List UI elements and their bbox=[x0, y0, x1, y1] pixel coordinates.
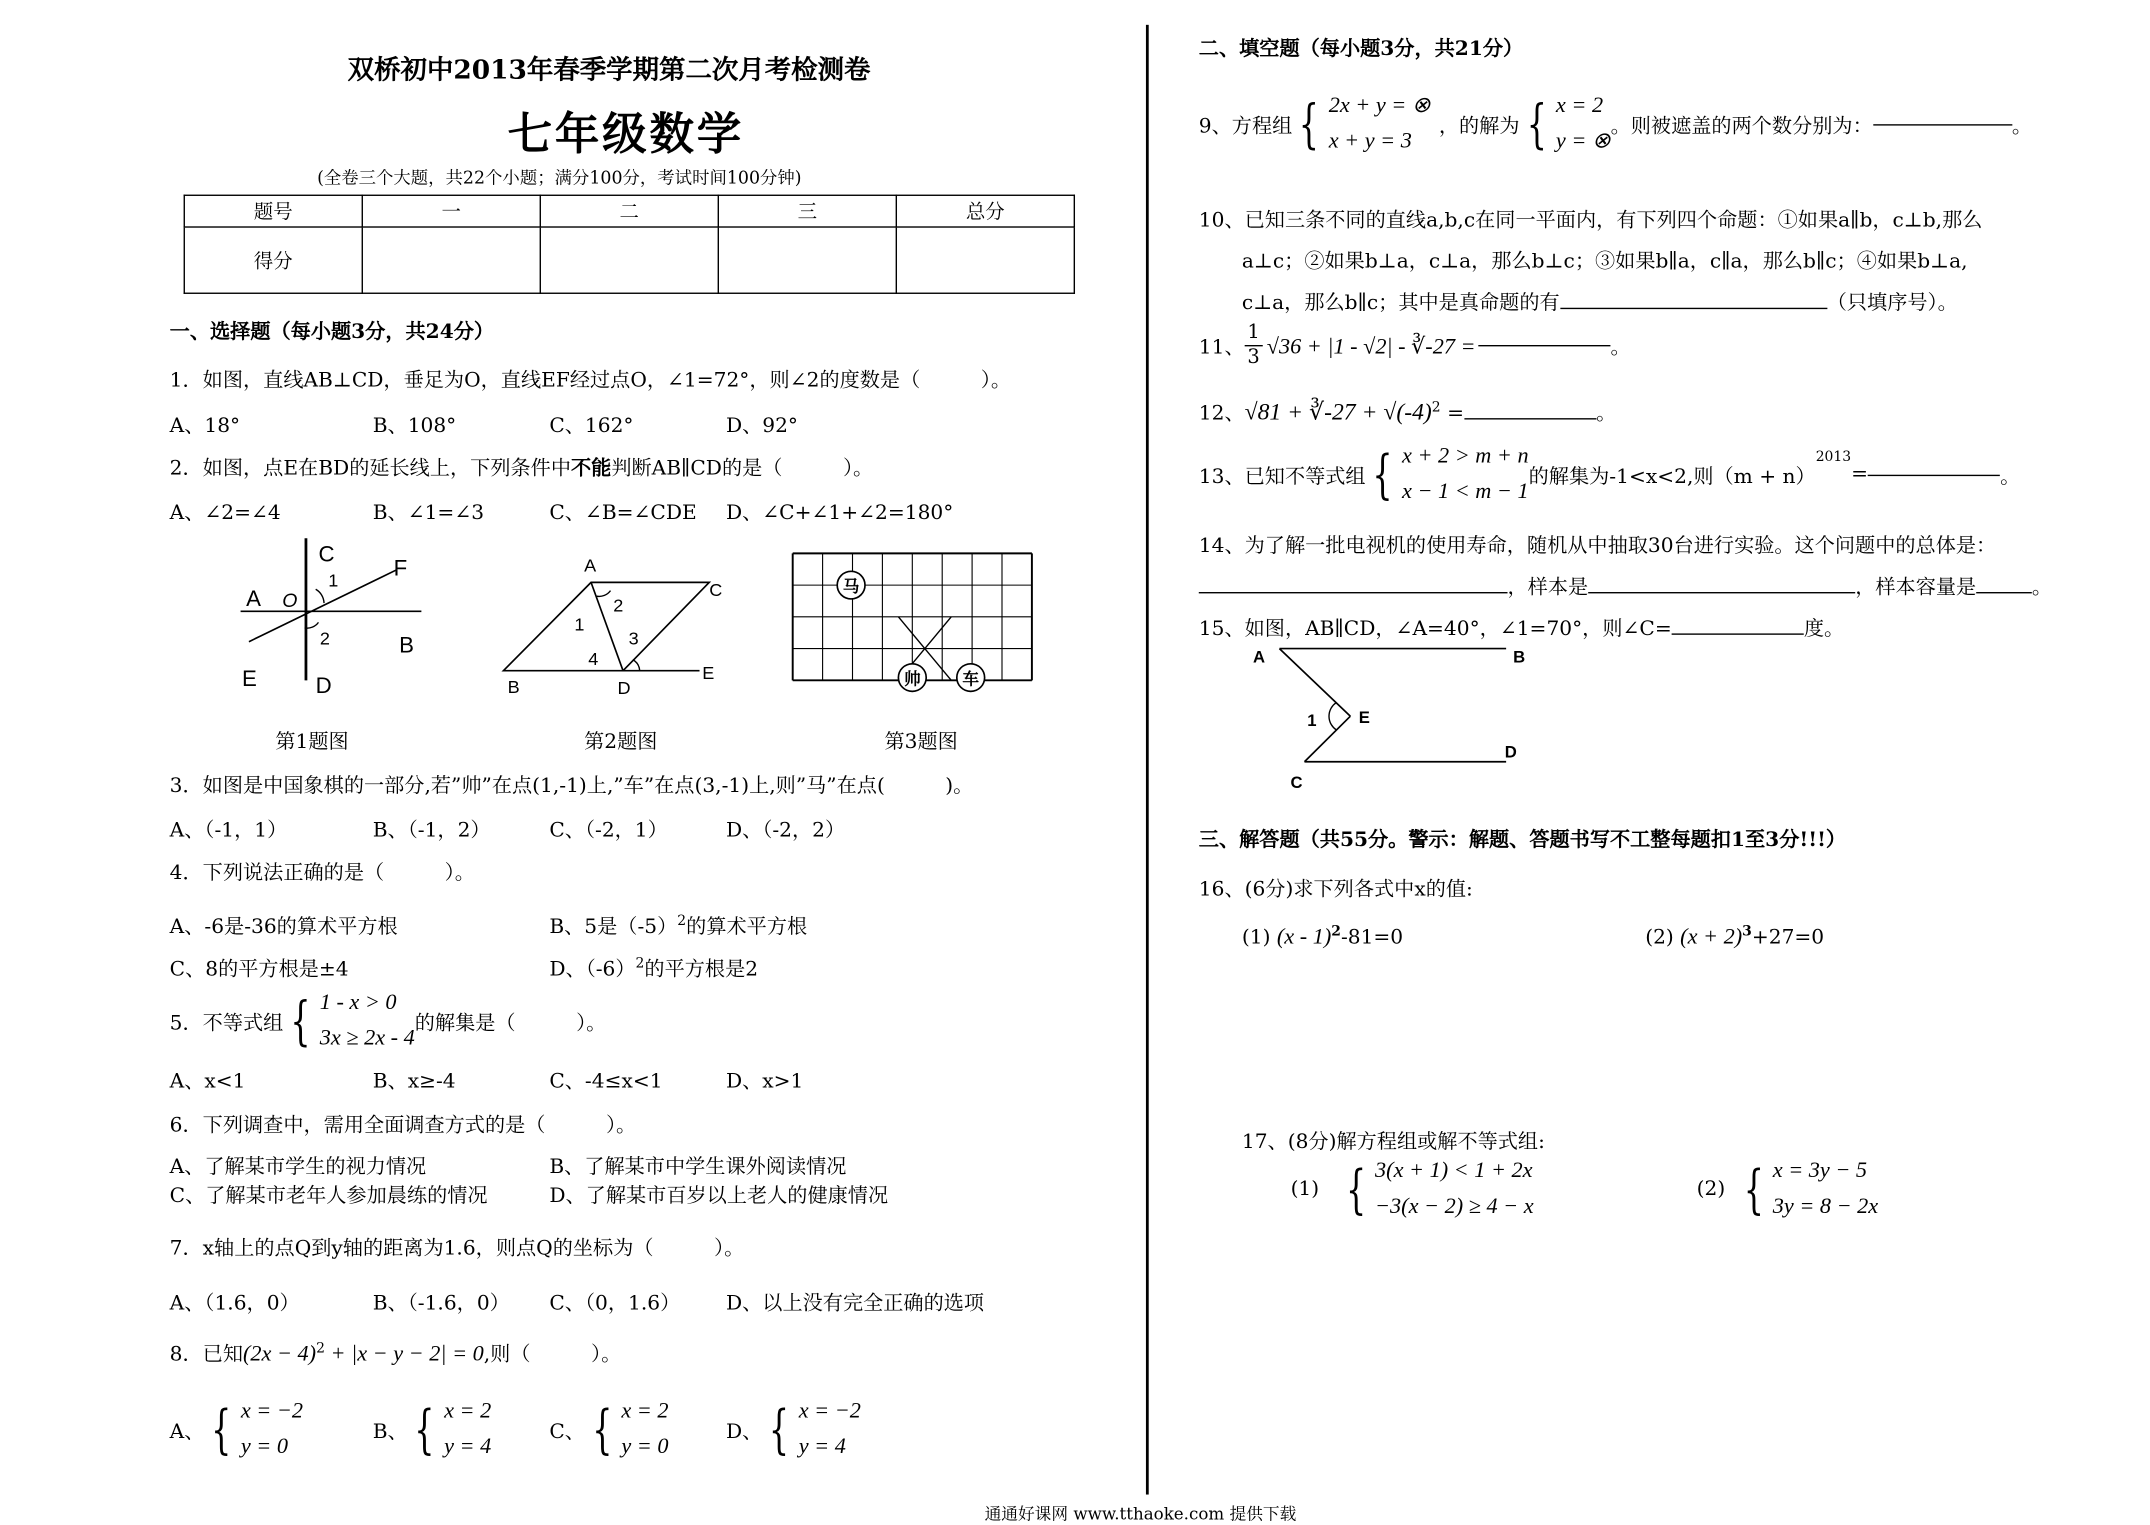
q14-line1: 14、为了解一批电视机的使用寿命，随机从中抽取30台进行实验。这个问题中的总体是： bbox=[1198, 535, 1997, 558]
q9-prefix: 9、方程组 bbox=[1198, 115, 1293, 138]
section3-heading: 三、解答题（共55分。警示：解题、答题书写不工整每题扣1至3分!!!） bbox=[1198, 828, 1847, 852]
q11-text bbox=[1199, 322, 1631, 370]
q5-line1: 1 - x > 0 bbox=[319, 990, 397, 1015]
fig2-angle-3: 3 bbox=[628, 628, 639, 649]
q5-system bbox=[283, 985, 414, 1057]
score-header-cell: 三 bbox=[718, 195, 896, 227]
q2-text-b: 判断AB∥CD的是（ ）。 bbox=[611, 458, 874, 481]
q14-sample-size-blank[interactable] bbox=[1976, 592, 2032, 593]
q1-option-a: A、18° bbox=[169, 415, 241, 438]
q8-expr2: + |x − y − 2| = 0 bbox=[324, 1342, 484, 1367]
q1-option-b: B、108° bbox=[372, 415, 457, 438]
fig15-label-d: D bbox=[1504, 742, 1517, 762]
q3-option-a: A、（-1，1） bbox=[169, 819, 288, 842]
score-header-cell: 题号 bbox=[184, 195, 362, 227]
q10-line3-b: （只填序号）。 bbox=[1826, 292, 1958, 315]
q16-text: 16、(6分)求下列各式中x的值: bbox=[1198, 879, 1473, 902]
q8-option-d bbox=[726, 1394, 861, 1466]
q17-text: 17、(8分)解方程组或解不等式组: bbox=[1241, 1131, 1545, 1154]
q16-part2-sup: 3 bbox=[1742, 924, 1752, 940]
score-cell[interactable] bbox=[540, 227, 718, 293]
q4-option-a: A、-6是-36的算术平方根 bbox=[169, 916, 398, 939]
q4-option-b-sup: 2 bbox=[677, 913, 687, 929]
score-row-label: 得分 bbox=[184, 227, 362, 293]
q5-option-b: B、x≥-4 bbox=[372, 1070, 456, 1093]
q8-text bbox=[170, 1339, 622, 1368]
q7-option-b: B、（-1.6，0） bbox=[372, 1293, 510, 1316]
q16-part1-label: (1) bbox=[1241, 927, 1277, 950]
q2-option-d: D、∠C+∠1+∠2=180° bbox=[725, 502, 954, 525]
fig3-caption: 第3题图 bbox=[884, 731, 958, 754]
q12-text bbox=[1199, 397, 1616, 426]
q17-part2 bbox=[1697, 1154, 1879, 1226]
q8-expr1: (2x − 4) bbox=[243, 1342, 317, 1367]
q17-part1-label: (1) bbox=[1290, 1178, 1320, 1201]
score-cell[interactable] bbox=[896, 227, 1074, 293]
q8-option-b-brace-icon: { bbox=[414, 1399, 435, 1461]
q2-option-b: B、∠1=∠3 bbox=[372, 502, 485, 525]
q10-answer-blank[interactable] bbox=[1560, 308, 1827, 309]
q11-frac-den: 3 bbox=[1247, 346, 1260, 369]
q8-option-d-l1: x = −2 bbox=[798, 1399, 861, 1423]
chess-chariot-label: 车 bbox=[962, 669, 980, 689]
q9-r2: y = ⊗ bbox=[1555, 129, 1611, 154]
fig15-label-b: B bbox=[1513, 647, 1526, 667]
q13-brace-icon: { bbox=[1372, 444, 1393, 506]
q6-text: 6．下列调查中，需用全面调查方式的是（ ）。 bbox=[169, 1115, 637, 1138]
figure-2 bbox=[494, 552, 744, 704]
fig1-label-f: F bbox=[393, 555, 408, 581]
q11-answer-blank[interactable] bbox=[1478, 345, 1610, 346]
q14-end: 。 bbox=[2031, 576, 2052, 599]
q8-option-c-brace-icon: { bbox=[591, 1399, 612, 1461]
q2-option-a: A、∠2=∠4 bbox=[169, 502, 281, 525]
q16-part2-label: (2) bbox=[1645, 927, 1681, 950]
q13-l2: x − 1 < m − 1 bbox=[1402, 480, 1529, 504]
q9-answer-blank[interactable] bbox=[1873, 124, 2012, 125]
q3-option-b: B、（-1，2） bbox=[372, 819, 491, 842]
q11-fraction bbox=[1245, 322, 1263, 370]
fig1-angle-2: 2 bbox=[319, 628, 330, 649]
score-cell[interactable] bbox=[718, 227, 896, 293]
q4-option-b-text-a: B、5是（-5） bbox=[549, 916, 678, 939]
q7-option-d: D、以上没有完全正确的选项 bbox=[725, 1293, 985, 1316]
q17-part2-brace-icon: { bbox=[1743, 1159, 1764, 1220]
q12-prefix: 12、 bbox=[1198, 402, 1245, 426]
q8-option-b bbox=[373, 1394, 492, 1466]
q15-answer-blank[interactable] bbox=[1672, 633, 1804, 634]
q8-option-c-l1: x = 2 bbox=[621, 1399, 669, 1423]
q15-end: 度。 bbox=[1803, 618, 1845, 641]
fig1-caption: 第1题图 bbox=[275, 731, 349, 754]
score-header-cell: 二 bbox=[540, 195, 718, 227]
q6-option-b: B、了解某市中学生课外阅读情况 bbox=[549, 1156, 847, 1179]
q10-line2: a⊥c；②如果b⊥a，c⊥a，那么b⊥c；③如果b∥a，c∥a，那么b∥c；④如果b⊥a, bbox=[1241, 251, 1968, 274]
q6-option-d: D、了解某市百岁以上老人的健康情况 bbox=[549, 1185, 889, 1208]
fig2-label-c: C bbox=[709, 580, 723, 601]
figure-15 bbox=[1245, 638, 1537, 797]
q13-sup: 2013 bbox=[1815, 449, 1852, 466]
q5-suffix: 的解集是（ ）。 bbox=[414, 1012, 607, 1035]
q15-prefix: 15、如图，AB∥CD，∠A=40°，∠1=70°，则∠C= bbox=[1198, 618, 1672, 641]
score-header-cell: 一 bbox=[362, 195, 540, 227]
q8-sup: 2 bbox=[316, 1341, 325, 1357]
q13-mid: 的解集为-1<x<2,则（m + n） bbox=[1528, 465, 1816, 488]
fig1-label-b: B bbox=[399, 632, 414, 658]
q1-option-d: D、92° bbox=[725, 415, 799, 438]
q2-option-c: C、∠B=∠CDE bbox=[549, 502, 697, 525]
q16-part2-expr: (x + 2) bbox=[1680, 925, 1743, 950]
q5-option-c: C、-4≤x<1 bbox=[549, 1070, 663, 1093]
exam-note: (全卷三个大题，共22个小题；满分100分，考试时间100分钟) bbox=[317, 166, 802, 188]
q16-part2 bbox=[1645, 925, 1824, 951]
q3-option-c: C、（-2，1） bbox=[549, 819, 668, 842]
q14-line2 bbox=[1199, 571, 2052, 600]
q2-text-bold: 不能 bbox=[571, 456, 612, 481]
q8-option-d-label: D、 bbox=[725, 1420, 763, 1443]
q14-l2a: ，样本是 bbox=[1507, 576, 1589, 599]
q11-expr: √36 + |1 - √2| - ∛-27 = bbox=[1266, 334, 1476, 359]
q11-end: 。 bbox=[1610, 336, 1631, 359]
q2-text-a: 2．如图，点E在BD的延长线上，下列条件中 bbox=[169, 458, 572, 481]
q5-prefix: 5．不等式组 bbox=[169, 1012, 284, 1035]
q5-brace-icon: { bbox=[290, 990, 311, 1052]
q14-population-blank[interactable] bbox=[1199, 592, 1508, 593]
q13-answer-blank[interactable] bbox=[1868, 474, 2000, 475]
fig15-label-e: E bbox=[1358, 708, 1370, 728]
q14-l2b: ，样本容量是 bbox=[1855, 576, 1977, 599]
q8-option-a-l1: x = −2 bbox=[240, 1399, 303, 1423]
q8-option-c-l2: y = 0 bbox=[621, 1435, 669, 1459]
column-divider bbox=[1146, 25, 1149, 1495]
q8-option-d-l2: y = 4 bbox=[798, 1435, 846, 1459]
q11-prefix: 11、 bbox=[1198, 336, 1245, 359]
q11-frac-num: 1 bbox=[1245, 322, 1263, 347]
q8-option-a-label: A、 bbox=[169, 1420, 205, 1443]
q2-text bbox=[170, 453, 874, 482]
q16-part1-sup: 2 bbox=[1331, 924, 1341, 940]
fig1-angle-1: 1 bbox=[328, 570, 339, 591]
fig1-label-e: E bbox=[241, 665, 257, 691]
q17-part2-l1: x = 3y − 5 bbox=[1772, 1159, 1868, 1183]
subject-title: 七年级数学 bbox=[507, 107, 745, 161]
q16-part1 bbox=[1242, 925, 1403, 951]
chess-marshal-label: 帅 bbox=[903, 669, 921, 689]
chess-horse-label: 马 bbox=[842, 577, 860, 597]
q12-answer-blank[interactable] bbox=[1464, 418, 1596, 419]
section2-heading: 二、填空题（每小题3分，共21分） bbox=[1198, 37, 1524, 61]
q3-text: 3．如图是中国象棋的一部分,若”帅”在点(1,-1)上,”车”在点(3,-1)上,则”马”在点( )。 bbox=[169, 775, 974, 798]
q17-part1 bbox=[1291, 1154, 1534, 1226]
q14-sample-blank[interactable] bbox=[1588, 592, 1855, 593]
chess-grid bbox=[793, 553, 1032, 680]
q8-option-d-brace-icon: { bbox=[769, 1399, 790, 1461]
fig2-caption: 第2题图 bbox=[584, 731, 658, 754]
q13-l1: x + 2 > m + n bbox=[1402, 444, 1529, 468]
score-header-cell: 总分 bbox=[896, 195, 1074, 227]
q17-part2-l2: 3y = 8 − 2x bbox=[1772, 1195, 1879, 1219]
q7-option-c: C、（0，1.6） bbox=[549, 1293, 681, 1316]
q7-text: 7．x轴上的点Q到y轴的距离为1.6，则点Q的坐标为（ ）。 bbox=[169, 1237, 745, 1260]
q12-end: 。 bbox=[1596, 402, 1617, 426]
q3-option-d: D、（-2，2） bbox=[725, 819, 846, 842]
q4-option-d-text-b: 的平方根是2 bbox=[644, 959, 759, 982]
figure-3 bbox=[793, 553, 1032, 689]
q5-line2: 3x ≥ 2x - 4 bbox=[319, 1026, 415, 1051]
q8-prefix: 8．已知 bbox=[169, 1344, 244, 1367]
fig2-label-a: A bbox=[584, 555, 597, 576]
q8-option-a bbox=[170, 1394, 303, 1466]
q8-option-b-l1: x = 2 bbox=[444, 1399, 492, 1423]
fig1-label-c: C bbox=[318, 541, 335, 567]
q13-text bbox=[1199, 439, 2020, 511]
q17-part1-l2: −3(x − 2) ≥ 4 − x bbox=[1375, 1195, 1534, 1219]
q16-part1-expr: (x - 1) bbox=[1276, 925, 1332, 950]
section1-heading: 一、选择题（每小题3分，共24分） bbox=[169, 320, 495, 344]
q4-option-b bbox=[549, 911, 807, 940]
q8-suffix: ,则（ ）。 bbox=[483, 1344, 622, 1367]
fig2-label-b: B bbox=[507, 676, 520, 697]
q8-option-b-label: B、 bbox=[372, 1420, 408, 1443]
q16-part2-tail: +27=0 bbox=[1751, 927, 1825, 950]
q5-option-a: A、x<1 bbox=[169, 1070, 246, 1093]
q6-option-a: A、了解某市学生的视力情况 bbox=[169, 1156, 427, 1179]
q17-part1-l1: 3(x + 1) < 1 + 2x bbox=[1375, 1159, 1533, 1183]
q10-line3-a: c⊥a，那么b∥c；其中是真命题的有 bbox=[1241, 292, 1560, 315]
fig1-label-d: D bbox=[315, 672, 332, 698]
q4-option-b-text-b: 的算术平方根 bbox=[686, 916, 808, 939]
q9-l1: 2x + y = ⊗ bbox=[1328, 93, 1431, 118]
fig1-label-a: A bbox=[246, 585, 261, 611]
fig15-angle-1: 1 bbox=[1307, 710, 1317, 730]
q9-r1: x = 2 bbox=[1555, 93, 1604, 118]
fig15-label-c: C bbox=[1290, 773, 1303, 792]
q9-brace-left-icon: { bbox=[1299, 93, 1320, 155]
q10-line3 bbox=[1242, 287, 1958, 316]
q12-expr: √81 + ∛-27 + √(-4) bbox=[1244, 398, 1432, 426]
q13-end: 。 bbox=[2000, 465, 2021, 488]
footer-text: 通通好课网 www.tthaoke.com 提供下载 bbox=[984, 1504, 1297, 1524]
q17-part1-brace-icon: { bbox=[1345, 1159, 1366, 1220]
fig1-label-o: O bbox=[282, 590, 298, 613]
q1-option-c: C、162° bbox=[549, 415, 634, 438]
q4-option-d bbox=[549, 954, 758, 983]
q8-option-c-label: C、 bbox=[549, 1420, 585, 1443]
q4-option-c: C、8的平方根是±4 bbox=[169, 959, 349, 982]
q8-option-a-brace-icon: { bbox=[211, 1399, 232, 1461]
q5-text bbox=[170, 985, 607, 1057]
q13-prefix: 13、已知不等式组 bbox=[1198, 465, 1366, 488]
fig2-label-e: E bbox=[702, 663, 715, 683]
school-title: 双桥初中2013年春季学期第二次月考检测卷 bbox=[347, 55, 871, 86]
q10-line1: 10、已知三条不同的直线a,b,c在同一平面内，有下列四个命题：①如果a∥b，c⊥b,那么 bbox=[1198, 209, 1983, 232]
figure-1 bbox=[229, 531, 438, 704]
q6-option-c: C、了解某市老年人参加晨练的情况 bbox=[169, 1185, 488, 1208]
q8-option-b-l2: y = 4 bbox=[444, 1435, 492, 1459]
score-table bbox=[184, 195, 1075, 294]
q4-option-d-sup: 2 bbox=[635, 956, 645, 972]
q13-eq: = bbox=[1851, 463, 1868, 486]
q17-part2-label: (2) bbox=[1696, 1178, 1726, 1201]
q8-option-c bbox=[549, 1394, 668, 1466]
q9-end: 。 bbox=[2011, 115, 2032, 138]
q4-option-d-text-a: D、（-6） bbox=[549, 959, 636, 982]
fig2-angle-1: 1 bbox=[574, 614, 585, 635]
q4-text: 4．下列说法正确的是（ ）。 bbox=[169, 862, 475, 885]
q12-eq: = bbox=[1440, 402, 1464, 426]
q9-suffix: 。则被遮盖的两个数分别为： bbox=[1610, 115, 1873, 138]
fig15-label-a: A bbox=[1253, 647, 1266, 667]
q9-l2: x + y = 3 bbox=[1328, 129, 1412, 154]
fig2-angle-4: 4 bbox=[588, 649, 599, 670]
q7-option-a: A、（1.6，0） bbox=[169, 1293, 300, 1316]
fig2-angle-2: 2 bbox=[613, 595, 624, 616]
score-cell[interactable] bbox=[362, 227, 540, 293]
fig2-label-d: D bbox=[617, 678, 631, 699]
q8-option-a-l2: y = 0 bbox=[240, 1435, 288, 1459]
q12-sup: 2 bbox=[1431, 400, 1441, 416]
q9-text bbox=[1199, 88, 2032, 160]
q9-mid: ，的解为 bbox=[1438, 115, 1520, 138]
q5-option-d: D、x>1 bbox=[725, 1070, 804, 1093]
q9-brace-right-icon: { bbox=[1526, 93, 1547, 155]
q16-part1-tail: -81=0 bbox=[1340, 927, 1404, 950]
q1-text: 1．如图，直线AB⊥CD，垂足为O，直线EF经过点O，∠1=72°，则∠2的度数是（ ）。 bbox=[169, 369, 1012, 392]
